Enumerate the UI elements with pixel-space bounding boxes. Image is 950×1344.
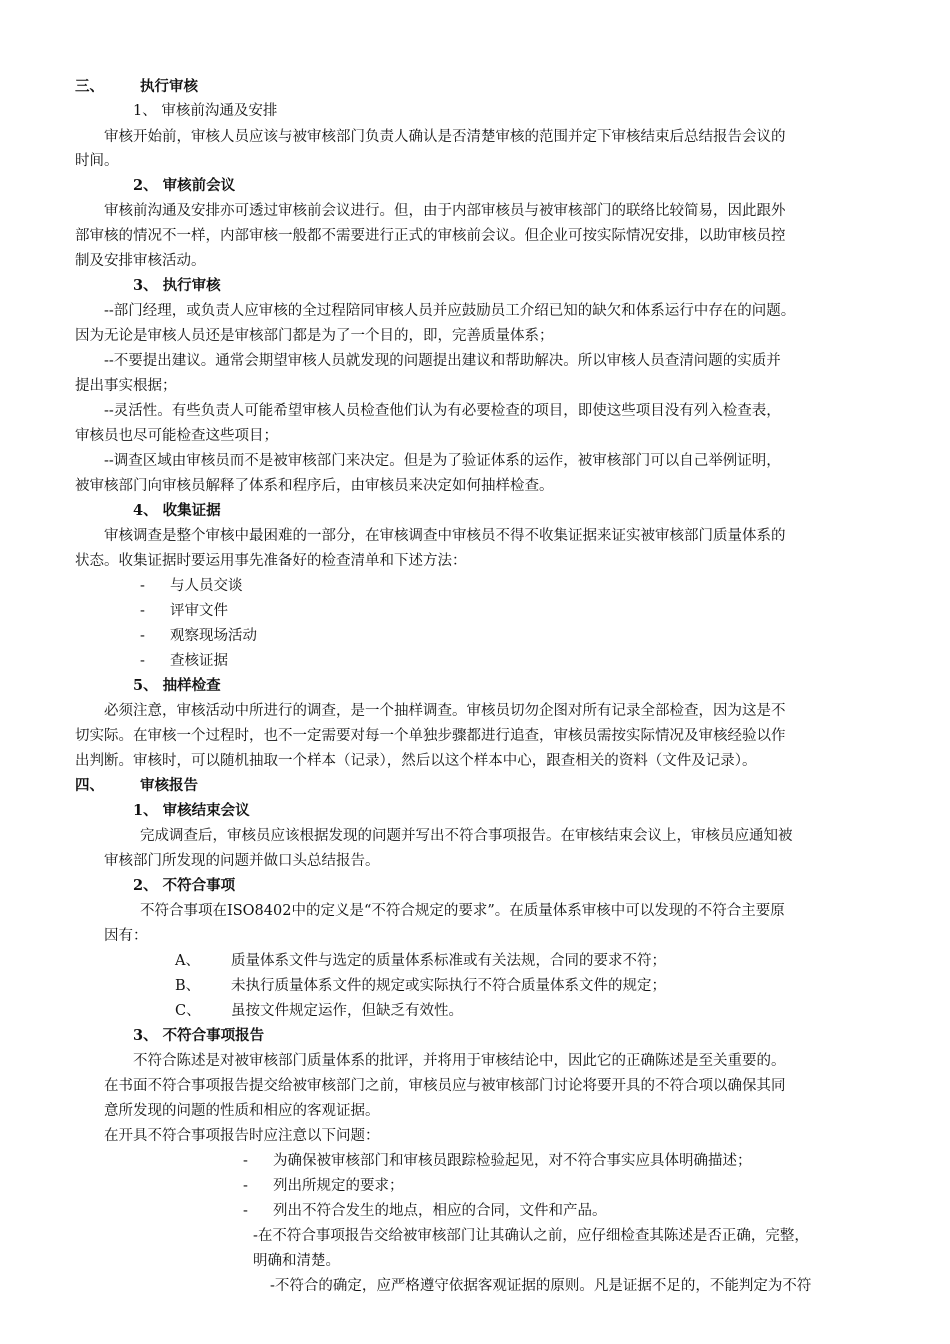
- list-item: - 观察现场活动: [140, 628, 257, 644]
- paragraph-line: 不符合事项在ISO8402中的定义是“不符合规定的要求”。在质量体系审核中可以发现的不符合主要原: [140, 903, 785, 919]
- paragraph-line: 部审核的情况不一样，内部审核一般都不需要进行正式的审核前会议。但企业可按实际情况安排，以助审核员控: [75, 228, 786, 244]
- paragraph-line: --部门经理，或负责人应审核的全过程陪同审核人员并应鼓励员工介绍已知的缺欠和体系运行中存在的问题。: [104, 303, 796, 319]
- subsection-heading: 3、 不符合事项报告: [133, 1027, 265, 1044]
- subsection-heading: 3、 执行审核: [133, 277, 221, 294]
- subsection-heading: 2、 不符合事项: [133, 877, 236, 894]
- paragraph-line: 审核开始前，审核人员应该与被审核部门负责人确认是否清楚审核的范围并定下审核结束后总结报告会议的: [104, 129, 786, 145]
- paragraph-line: 出判断。审核时，可以随机抽取一个样本（记录），然后以这个样本中心，跟查相关的资料（文件及记录）。: [75, 753, 757, 769]
- list-item: A、 质量体系文件与选定的质量体系标准或有关法规，合同的要求不符；: [175, 953, 666, 969]
- paragraph-line: 时间。: [75, 153, 119, 169]
- list-item: - 与人员交谈: [140, 578, 243, 594]
- paragraph-line: 因有：: [104, 928, 148, 944]
- subsection-heading: 5、 抽样检查: [133, 677, 221, 694]
- subsection-heading: 1、 审核前沟通及安排: [133, 103, 278, 119]
- paragraph-line: 不符合陈述是对被审核部门质量体系的批评，并将用于审核结论中，因此它的正确陈述是至关重要的。: [133, 1053, 786, 1069]
- subsection-heading: 1、 审核结束会议: [133, 802, 250, 819]
- paragraph-line: 状态。收集证据时要运用事先准备好的检查清单和下述方法：: [75, 553, 467, 569]
- list-item: - 查核证据: [140, 653, 228, 669]
- paragraph-line: 被审核部门向审核员解释了体系和程序后，由审核员来决定如何抽样检查。: [75, 478, 554, 494]
- list-item: - 列出不符合发生的地点，相应的合同，文件和产品。: [243, 1203, 607, 1219]
- paragraph-line: 意所发现的问题的性质和相应的客观证据。: [104, 1103, 380, 1119]
- paragraph-line: 审核前沟通及安排亦可透过审核前会议进行。但，由于内部审核员与被审核部门的联络比较简易，因此跟外: [104, 203, 786, 219]
- paragraph-line: 因为无论是审核人员还是审核部门都是为了一个目的，即，完善质量体系；: [75, 328, 554, 344]
- subsection-heading: 4、 收集证据: [133, 502, 221, 519]
- paragraph-line: 明确和清楚。: [253, 1253, 340, 1269]
- paragraph-line: 在开具不符合事项报告时应注意以下问题：: [104, 1128, 380, 1144]
- list-item: - 评审文件: [140, 603, 228, 619]
- list-item: B、 未执行质量体系文件的规定或实际执行不符合质量体系文件的规定；: [175, 978, 666, 994]
- list-item: - 为确保被审核部门和审核员跟踪检验起见，对不符合事实应具体明确描述；: [243, 1153, 752, 1169]
- paragraph-line: 审核调查是整个审核中最困难的一部分，在审核调查中审核员不得不收集证据来证实被审核部门质量体系的: [104, 528, 786, 544]
- paragraph-line: --调查区域由审核员而不是被审核部门来决定。但是为了验证体系的运作，被审核部门可以自己举例证明，: [104, 453, 781, 469]
- paragraph-line: --不要提出建议。通常会期望审核人员就发现的问题提出建议和帮助解决。所以审核人员查清问题的实质并: [104, 353, 781, 369]
- paragraph-line: --灵活性。有些负责人可能希望审核人员检查他们认为有必要检查的项目，即使这些项目没有列入检查表，: [104, 403, 781, 419]
- paragraph-line: 切实际。在审核一个过程时，也不一定需要对每一个单独步骤都进行追查，审核员需按实际情况及审核经验以作: [75, 728, 786, 744]
- paragraph-line: 审核部门所发现的问题并做口头总结报告。: [104, 853, 380, 869]
- paragraph-line: -在不符合事项报告交给被审核部门让其确认之前，应仔细检查其陈述是否正确，完整，: [253, 1228, 809, 1244]
- list-item: C、 虽按文件规定运作，但缺乏有效性。: [175, 1003, 463, 1019]
- subsection-heading: 2、 审核前会议: [133, 177, 236, 194]
- list-item: - 列出所规定的要求；: [243, 1178, 404, 1194]
- paragraph-line: 审核员也尽可能检查这些项目；: [75, 428, 278, 444]
- paragraph-line: 提出事实根据；: [75, 378, 177, 394]
- paragraph-line: 制及安排审核活动。: [75, 253, 206, 269]
- paragraph-line: 在书面不符合事项报告提交给被审核部门之前，审核员应与被审核部门讨论将要开具的不符合项以确保其同: [104, 1078, 786, 1094]
- paragraph-line: 完成调查后，审核员应该根据发现的问题并写出不符合事项报告。在审核结束会议上，审核员应通知被: [140, 828, 793, 844]
- paragraph-line: 必须注意，审核活动中所进行的调查，是一个抽样调查。审核员切勿企图对所有记录全部检查，因为这是不: [104, 703, 786, 719]
- paragraph-line: -不符合的确定，应严格遵守依据客观证据的原则。凡是证据不足的，不能判定为不符: [270, 1278, 812, 1294]
- section-heading: 三、 执行审核: [75, 78, 198, 95]
- section-heading: 四、 审核报告: [75, 777, 198, 794]
